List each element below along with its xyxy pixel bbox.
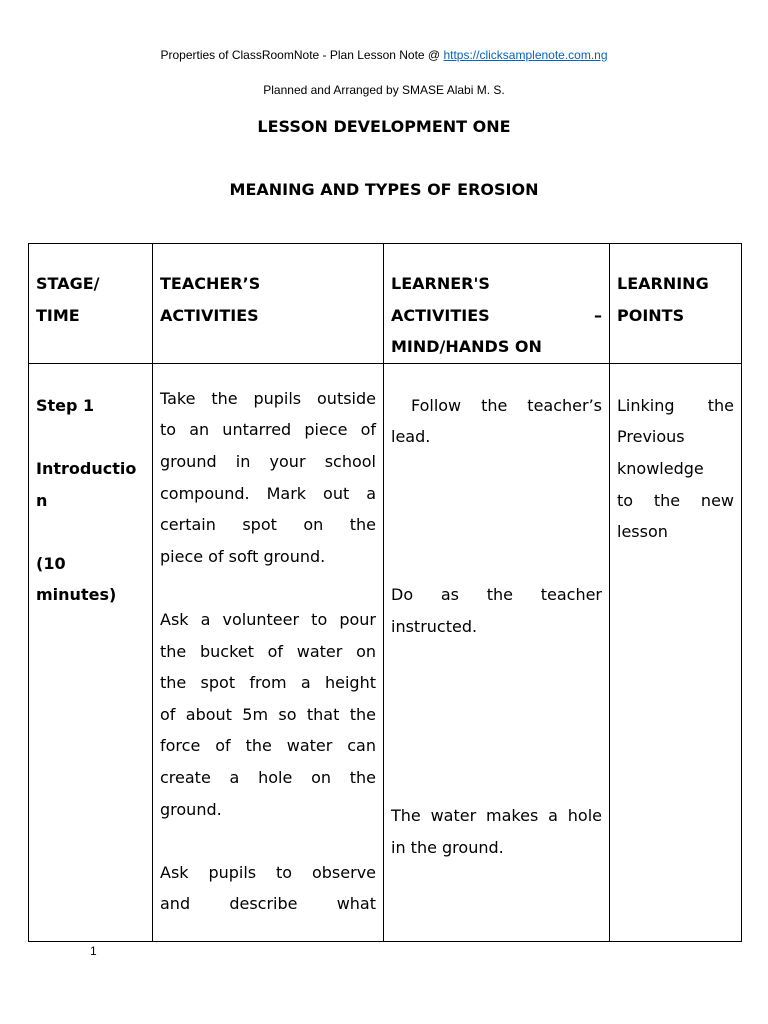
- lesson-title: LESSON DEVELOPMENT ONE: [257, 117, 511, 136]
- stage-time-part2: minutes): [36, 585, 117, 605]
- stage-name-part1: Introductio: [36, 458, 137, 478]
- table-header-row: [29, 244, 742, 364]
- learning-points-cell: [610, 363, 742, 941]
- points-paragraph-1: Linking the Previous knowledge to the new lesson: [617, 395, 734, 542]
- lesson-subtitle: MEANING AND TYPES OF EROSION: [229, 180, 539, 199]
- teacher-paragraph-3: Ask pupils to observe and describe what: [160, 862, 376, 914]
- table-row: [29, 363, 742, 941]
- learner-activities-cell: [384, 363, 610, 941]
- learner-header-line2: ACTIVITIES –: [391, 305, 602, 325]
- planned-by-line: Planned and Arranged by SMASE Alabi M. S.: [263, 83, 505, 97]
- lesson-table: [28, 243, 742, 942]
- page-number: 1: [90, 944, 97, 958]
- teacher-paragraph-1: Take the pupils outside to an untarred piece of ground in your school compound. Mark out a certain spot on the piece of soft ground.: [160, 388, 376, 566]
- stage-time-part1: (10: [36, 553, 66, 573]
- stage-name-part2: n: [36, 490, 48, 510]
- header-stage-time: STAGE/ TIME: [29, 244, 153, 364]
- properties-line: [0, 47, 768, 63]
- learner-paragraph-3: The water makes a hole in the ground.: [391, 806, 602, 857]
- properties-link[interactable]: https://clicksamplenote.com.ng: [443, 48, 608, 62]
- step-label: Step 1: [36, 395, 95, 415]
- properties-text: Properties of ClassRoomNote - Plan Lesson Note @: [160, 48, 444, 62]
- header-learner-activities: LEARNER'S ACTIVITIES – MIND/HANDS ON: [384, 244, 610, 364]
- learner-paragraph-2: Do as the teacher instructed.: [391, 584, 602, 636]
- header-learning-points: LEARNING POINTS: [610, 244, 742, 364]
- teacher-activities-cell: [153, 363, 384, 941]
- learner-paragraph-1: Follow the teacher’s lead.: [391, 395, 602, 447]
- teacher-paragraph-2: Ask a volunteer to pour the bucket of water on the spot from a height of about 5m so that the force of the water can create a hole on the ground.: [160, 609, 376, 819]
- header-teacher-activities: TEACHER’S ACTIVITIES: [153, 244, 384, 364]
- stage-cell: [29, 363, 153, 941]
